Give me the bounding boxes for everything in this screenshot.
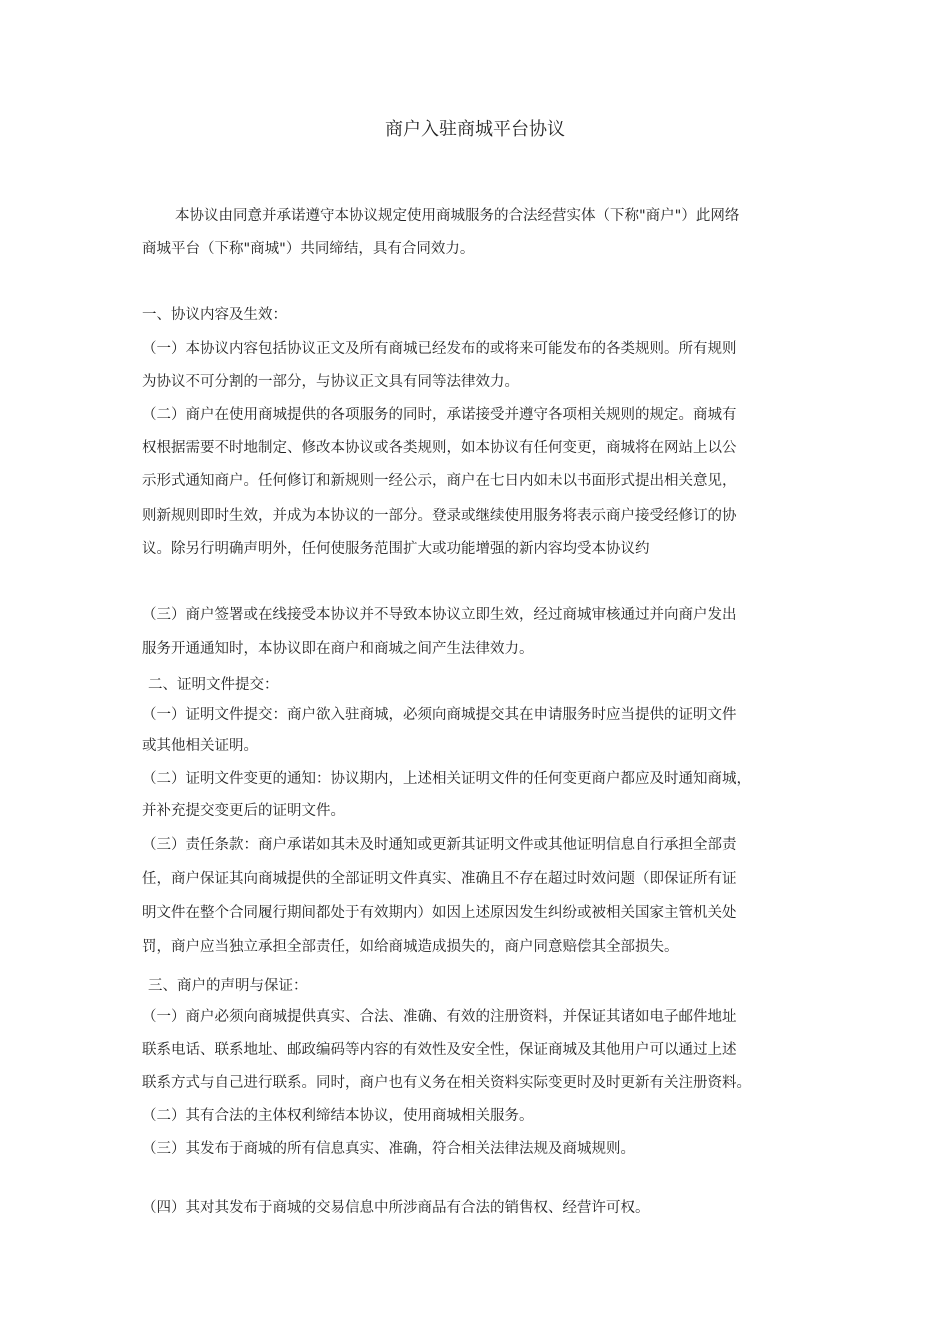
section1-p2-line-4: 则新规则即时生效，并成为本协议的一部分。登录或继续使用服务将表示商户接受经修订的协 — [142, 508, 737, 524]
section2-heading: 二、证明文件提交： — [148, 677, 279, 693]
document-title: 商户入驻商城平台协议 — [385, 119, 565, 140]
section2-p1-line-1: （一）证明文件提交：商户欲入驻商城，必须向商城提交其在申请服务时应当提供的证明文件 — [142, 707, 737, 723]
section1-p2-line-2: 权根据需要不时地制定、修改本协议或各类规则，如本协议有任何变更，商城将在网站上以公 — [142, 440, 737, 456]
section1-p1-line-1: （一）本协议内容包括协议正文及所有商城已经发布的或将来可能发布的各类规则。所有规则 — [142, 341, 737, 357]
section3-p2: （二）其有合法的主体权利缔结本协议，使用商城相关服务。 — [142, 1108, 534, 1124]
section2-p1-line-2: 或其他相关证明。 — [142, 738, 258, 754]
section3-p4: （四）其对其发布于商城的交易信息中所涉商品有合法的销售权、经营许可权。 — [142, 1200, 650, 1216]
section1-p2-line-5: 议。除另行明确声明外，任何使服务范围扩大或功能增强的新内容均受本协议约 — [142, 541, 650, 557]
section2-p2-line-1: （二）证明文件变更的通知：协议期内，上述相关证明文件的任何变更商户都应及时通知商城， — [142, 771, 751, 787]
section3-p1-line-1: （一）商户必须向商城提供真实、合法、准确、有效的注册资料，并保证其诸如电子邮件地址 — [142, 1009, 737, 1025]
section2-p2-line-2: 并补充提交变更后的证明文件。 — [142, 803, 345, 819]
section3-heading: 三、商户的声明与保证： — [148, 978, 308, 994]
section2-p3-line-2: 任，商户保证其向商城提供的全部证明文件真实、准确且不存在超过时效问题（即保证所有证 — [142, 871, 737, 887]
section3-p3: （三）其发布于商城的所有信息真实、准确，符合相关法律法规及商城规则。 — [142, 1141, 635, 1157]
section1-heading: 一、协议内容及生效： — [142, 307, 287, 323]
section2-p3-line-1: （三）责任条款：商户承诺如其未及时通知或更新其证明文件或其他证明信息自行承担全部责 — [142, 837, 737, 853]
section2-p3-line-4: 罚，商户应当独立承担全部责任，如给商城造成损失的，商户同意赔偿其全部损失。 — [142, 939, 679, 955]
section3-p1-line-3: 联系方式与自己进行联系。同时，商户也有义务在相关资料实际变更时及时更新有关注册资料。 — [142, 1075, 751, 1091]
section1-p3-line-2: 服务开通通知时，本协议即在商户和商城之间产生法律效力。 — [142, 641, 534, 657]
section1-p2-line-3: 示形式通知商户。任何修订和新规则一经公示，商户在七日内如未以书面形式提出相关意见， — [142, 473, 737, 489]
section2-p3-line-3: 明文件在整个合同履行期间都处于有效期内）如因上述原因发生纠纷或被相关国家主管机关处 — [142, 905, 737, 921]
section3-p1-line-2: 联系电话、联系地址、邮政编码等内容的有效性及安全性，保证商城及其他用户可以通过上述 — [142, 1042, 737, 1058]
section1-p3-line-1: （三）商户签署或在线接受本协议并不导致本协议立即生效，经过商城审核通过并向商户发出 — [142, 607, 737, 623]
intro-line-1: 本协议由同意并承诺遵守本协议规定使用商城服务的合法经营实体（下称"商户"）此网络 — [175, 208, 740, 224]
intro-line-2: 商城平台（下称"商城"）共同缔结，具有合同效力。 — [142, 241, 475, 257]
section1-p1-line-2: 为协议不可分割的一部分，与协议正文具有同等法律效力。 — [142, 374, 519, 390]
section1-p2-line-1: （二）商户在使用商城提供的各项服务的同时，承诺接受并遵守各项相关规则的规定。商城有 — [142, 407, 737, 423]
